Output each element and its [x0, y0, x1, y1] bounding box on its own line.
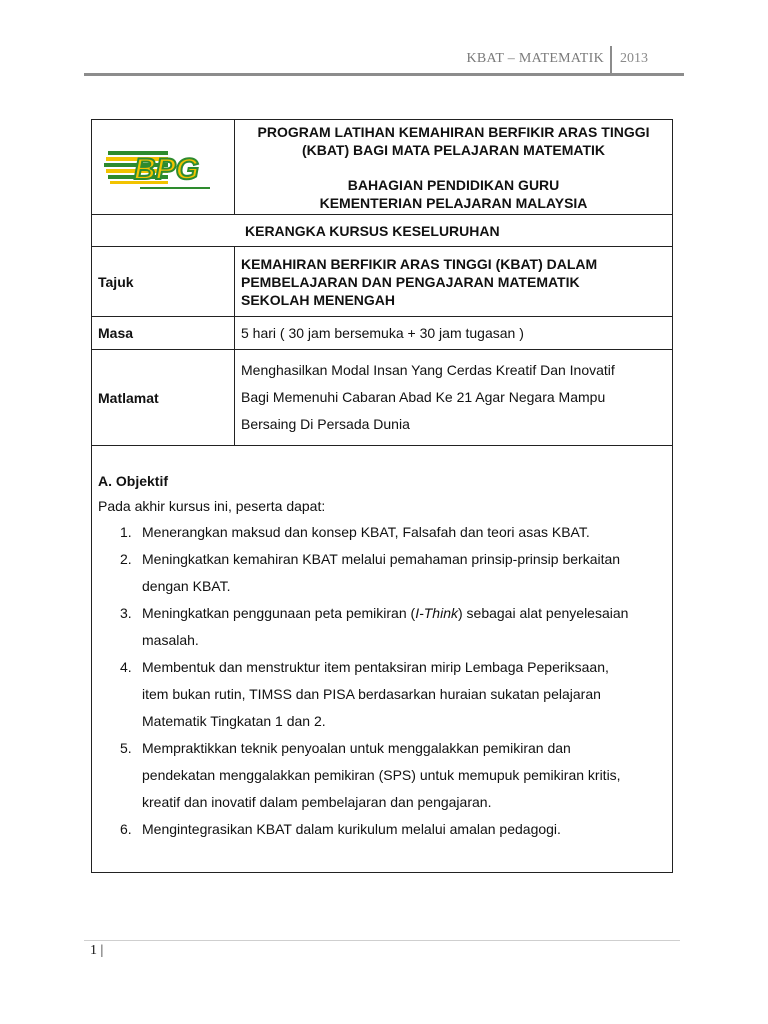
item-line: masalah. [142, 632, 199, 648]
list-item [98, 600, 666, 654]
page-header [84, 46, 684, 76]
i-think-term: I-Think [415, 605, 458, 621]
item-line: Meningkatkan kemahiran KBAT melalui pemahaman prinsip-prinsip berkaitan [142, 551, 621, 567]
page-number: 1 | [90, 943, 104, 958]
item-line: Meningkatkan penggunaan peta pemikiran (I-Think) sebagai alat penyelesaian [142, 605, 629, 621]
objektif-cell [92, 446, 673, 873]
list-item [98, 546, 666, 600]
program-title-cell [235, 120, 673, 215]
program-title-line-1: PROGRAM LATIHAN KEMAHIRAN BERFIKIR ARAS TINGGI [257, 123, 650, 140]
list-item [98, 816, 666, 843]
matlamat-value [235, 350, 673, 446]
section-title [92, 215, 673, 247]
item-line: Matematik Tingkatan 1 dan 2. [142, 713, 326, 729]
org-line-1: BAHAGIAN PENDIDIKAN GURU [347, 176, 560, 193]
matlamat-line: Bersaing Di Persada Dunia [241, 416, 410, 432]
header-rule [84, 73, 684, 76]
org-line-2: KEMENTERIAN PELAJARAN MALAYSIA [319, 194, 588, 211]
logo-cell [92, 120, 235, 215]
item-number: 4. [120, 659, 132, 675]
masa-label: Masa [92, 317, 235, 350]
masa-value: 5 hari ( 30 jam bersemuka + 30 jam tugasan ) [235, 317, 673, 350]
tajuk-value [235, 247, 673, 317]
logo-text: BPG [134, 152, 200, 186]
item-number: 1. [120, 524, 132, 540]
objektif-list [98, 519, 666, 843]
tajuk-label: Tajuk [92, 247, 235, 317]
bpg-logo [104, 137, 222, 195]
item-line: item bukan rutin, TIMSS dan PISA berdasarkan huraian sukatan pelajaran [142, 686, 601, 702]
item-line: Menerangkan maksud dan konsep KBAT, Falsafah dan teori asas KBAT. [142, 524, 590, 540]
item-line: kreatif dan inovatif dalam pembelajaran dan pengajaran. [142, 794, 492, 810]
item-number: 3. [120, 605, 132, 621]
item-line: Mengintegrasikan KBAT dalam kurikulum melalui amalan pedagogi. [142, 821, 561, 837]
matlamat-label: Matlamat [92, 350, 235, 446]
section-title-text: KERANGKA KURSUS KESELURUHAN [245, 222, 500, 239]
item-line: Membentuk dan menstruktur item pentaksiran mirip Lembaga Peperiksaan, [142, 659, 609, 675]
matlamat-line: Bagi Memenuhi Cabaran Abad Ke 21 Agar Negara Mampu [241, 389, 606, 405]
item-line: dengan KBAT. [142, 578, 231, 594]
item-line: pendekatan menggalakkan pemikiran (SPS) untuk memupuk pemikiran kritis, [142, 767, 621, 783]
item-number: 6. [120, 821, 132, 837]
matlamat-line: Menghasilkan Modal Insan Yang Cerdas Kreatif Dan Inovatif [241, 362, 615, 378]
item-line: Mempraktikkan teknik penyoalan untuk menggalakkan pemikiran dan [142, 740, 571, 756]
objektif-intro: Pada akhir kursus ini, peserta dapat: [98, 498, 326, 514]
objektif-heading: A. Objektif [98, 473, 169, 489]
header-title: KBAT – MATEMATIK [466, 51, 604, 66]
tajuk-line: PEMBELAJARAN DAN PENGAJARAN MATEMATIK [241, 273, 580, 290]
list-item [98, 519, 666, 546]
list-item [98, 654, 666, 735]
header-separator [610, 46, 612, 76]
course-framework-table [91, 119, 673, 873]
item-number: 2. [120, 551, 132, 567]
tajuk-line: KEMAHIRAN BERFIKIR ARAS TINGGI (KBAT) DALAM [241, 255, 598, 272]
tajuk-line: SEKOLAH MENENGAH [241, 291, 396, 308]
list-item [98, 735, 666, 816]
program-title-line-2: (KBAT) BAGI MATA PELAJARAN MATEMATIK [301, 141, 606, 158]
header-year: 2013 [620, 51, 648, 66]
item-number: 5. [120, 740, 132, 756]
footer-rule [84, 940, 680, 941]
